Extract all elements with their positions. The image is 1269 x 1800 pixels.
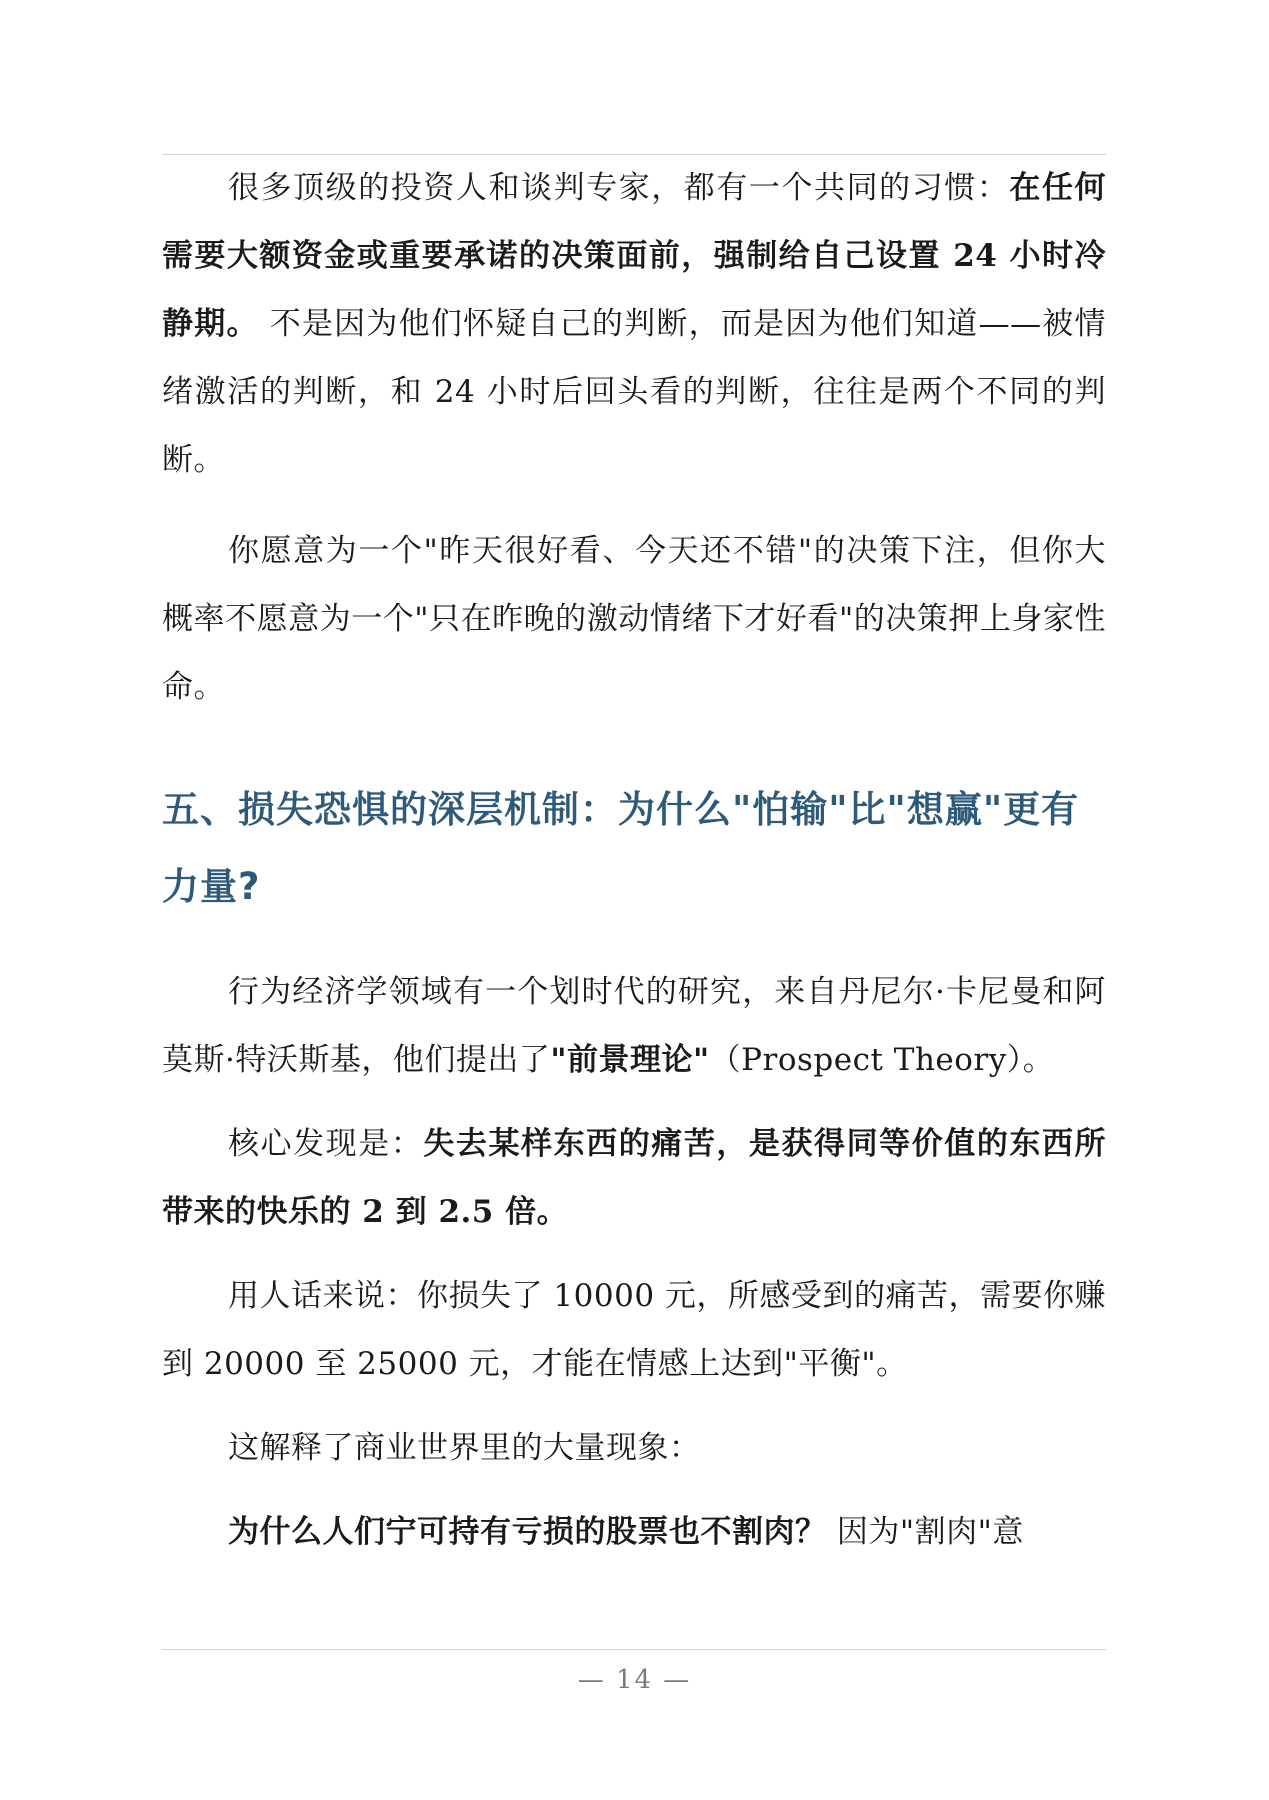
paragraph-cooling-period [162,154,1106,494]
paragraph-core-finding [162,1110,1106,1246]
paragraph-text: 核心发现是： [228,1126,424,1162]
bold-emphasis: 为什么人们宁可持有亏损的股票也不割肉？ [228,1514,827,1550]
bold-emphasis: "前景理论" [550,1042,710,1078]
paragraph-prospect-theory [162,958,1106,1094]
paragraph-text: 很多顶级的投资人和谈判专家，都有一个共同的习惯： [228,170,1010,206]
paragraph-stocks [162,1498,1106,1566]
page-number: — 14 — [577,1665,692,1695]
paragraph-bet: 你愿意为一个"昨天很好看、今天还不错"的决策下注，但你大概率不愿意为一个"只在昨晚的激动情绪下才好看"的决策押上身家性命。 [162,533,1106,705]
paragraph-text: （Prospect Theory）。 [709,1042,1055,1078]
paragraph-text: 因为"割肉"意 [826,1514,1024,1550]
paragraph-text: 行为经济学领域有一个划时代的研究，来自丹尼尔·卡尼曼和阿莫斯·特沃斯基，他们提出了 [162,974,1106,1078]
bold-emphasis: 失去某样东西的痛苦，是获得同等价值的东西所带来的快乐的 2 到 2.5 倍。 [162,1126,1107,1230]
page-body [162,154,1106,1566]
section-heading: 五、损失恐惧的深层机制：为什么"怕输"比"想赢"更有力量? [162,788,1080,908]
paragraph-phenomena: 这解释了商业世界里的大量现象： [228,1430,701,1466]
paragraph-text: 不是因为他们怀疑自己的判断，而是因为他们知道——被情绪激活的判断，和 24 小时后回头看的判断，往往是两个不同的判断。 [162,306,1107,478]
footer-rule [162,1649,1106,1650]
paragraph-plain-words: 用人话来说：你损失了 10000 元，所感受到的痛苦，需要你赚到 20000 至 25000 元，才能在情感上达到"平衡"。 [162,1278,1106,1382]
bold-emphasis: 在任何需要大额资金或重要承诺的决策面前，强制给自己设置 24 小时冷静期。 [162,170,1107,342]
